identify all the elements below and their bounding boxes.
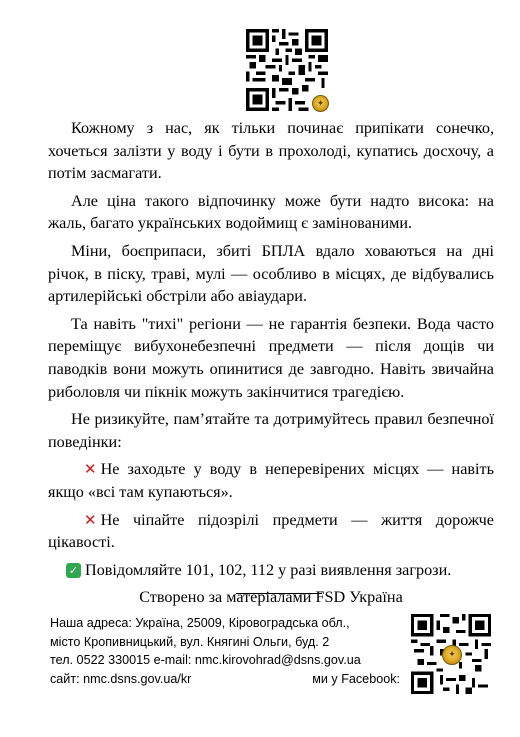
rule-item-objects [48,509,494,554]
red-cross-icon: ✕ [84,460,97,479]
rule-item-water [48,458,494,503]
rule-item-report [48,559,494,582]
dsns-emblem-icon: ✦ [442,645,462,665]
paragraph-intro: Кожному з нас, як тільки починає припікати сонечко, хочеться залізти у воду і бути в прохолоді, купатись досхочу, а потім засмагати. [48,119,494,183]
rule-item-water-text: Не заходьте у воду в неперевірених місцях — навіть якщо «всі там купаються». [48,460,494,501]
qr-code-facebook[interactable] [411,614,491,694]
dsns-emblem-icon: ✦ [312,95,329,112]
paragraph-price: Але ціна такого відпочинку може бути надто висока: на жаль, багато українських водоймищ є замінованими. [48,191,494,233]
red-cross-icon: ✕ [84,510,97,529]
section-divider [236,593,322,594]
paragraph-mines: Міни, боєприпаси, збиті БПЛА вдало ховаються на дні річок, в піску, траві, мулі — особливо в місцях, де відбувались артилерійські обстріли або авіаудари. [48,241,494,306]
contact-footer [50,614,400,688]
address-line-1: Наша адреса: Україна, 25009, Кіровоградська обл., [50,616,350,630]
qr-code-top[interactable] [246,29,328,111]
rule-item-objects-text: Не чіпайте підозрілі предмети — життя дорожче цікавості. [48,510,494,552]
article-body [48,117,494,614]
site-row [50,670,400,689]
paragraph-rules-intro: Не ризикуйте, пам’ятайте та дотримуйтесь правил безпечної поведінки: [48,410,494,451]
credit-line: Створено за матеріалами FSD Україна [139,588,403,607]
address-line-2: місто Кропивницький, вул. Княгині Ольги, буд. 2 [50,634,330,649]
rule-item-report-text: Повідомляйте 101, 102, 112 у разі виявлення загрози. [85,560,452,579]
facebook-label: ми у Facebook: [312,671,400,686]
contacts-line[interactable]: тел. 0522 330015 e-mail: nmc.kirovohrad@dsns.gov.ua [50,653,361,668]
site-link[interactable]: сайт: nmc.dsns.gov.ua/kr [50,671,192,686]
paragraph-quiet-regions: Та навіть "тихі" регіони — не гарантія безпеки. Вода часто переміщує вибухонебезпечні предмети — після дощів чи паводків вони можуть опинитися де завгодно. Навіть звичайна риболовля чи пікнік можуть закінчитися трагедією. [48,314,494,401]
green-check-icon: ✓ [66,563,81,578]
